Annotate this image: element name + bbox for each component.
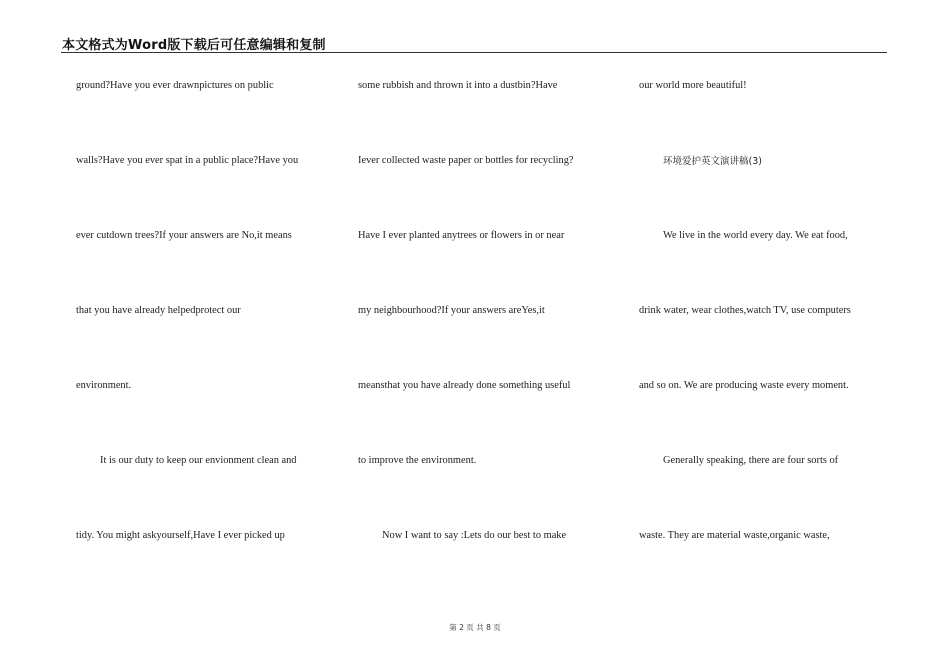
text-line: to improve the environment. (358, 455, 477, 466)
text-line: some rubbish and thrown it into a dustbin?Have (358, 80, 558, 91)
text-line: 环境爱护英文演讲稿(3) (663, 156, 762, 167)
text-column-2 (358, 0, 608, 620)
text-line: that you have already helpedprotect our (76, 305, 241, 316)
page-header-title: 本文格式为Word版下载后可任意编辑和复制 (62, 38, 326, 53)
text-line: Have I ever planted anytrees or flowers in or near (358, 230, 565, 241)
text-line: tidy. You might askyourself,Have I ever picked up (76, 530, 285, 541)
text-line: Now I want to say :Lets do our best to make (382, 530, 567, 541)
text-line: meansthat you have already done something useful (358, 380, 571, 391)
text-line: waste. They are material waste,organic waste, (639, 530, 830, 541)
text-line: We live in the world every day. We eat food, (663, 230, 848, 241)
text-line: environment. (76, 380, 132, 391)
text-column-1 (76, 0, 326, 620)
text-line: It is our duty to keep our envionment clean and (100, 455, 297, 466)
text-column-3 (639, 0, 889, 620)
text-line: and so on. We are producing waste every moment. (639, 380, 849, 391)
text-line: my neighbourhood?If your answers areYes,it (358, 305, 545, 316)
text-line: Iever collected waste paper or bottles for recycling? (358, 155, 574, 166)
text-line: ever cutdown trees?If your answers are No,it means (76, 230, 292, 241)
page-footer: 第 2 页 共 8 页 (449, 623, 501, 632)
text-line: ground?Have you ever drawnpictures on public (76, 80, 274, 91)
text-line: walls?Have you ever spat in a public place?Have you (76, 155, 299, 166)
text-line: drink water, wear clothes,watch TV, use computers (639, 305, 851, 316)
text-line: our world more beautiful! (639, 80, 747, 91)
text-line: Generally speaking, there are four sorts of (663, 455, 839, 466)
